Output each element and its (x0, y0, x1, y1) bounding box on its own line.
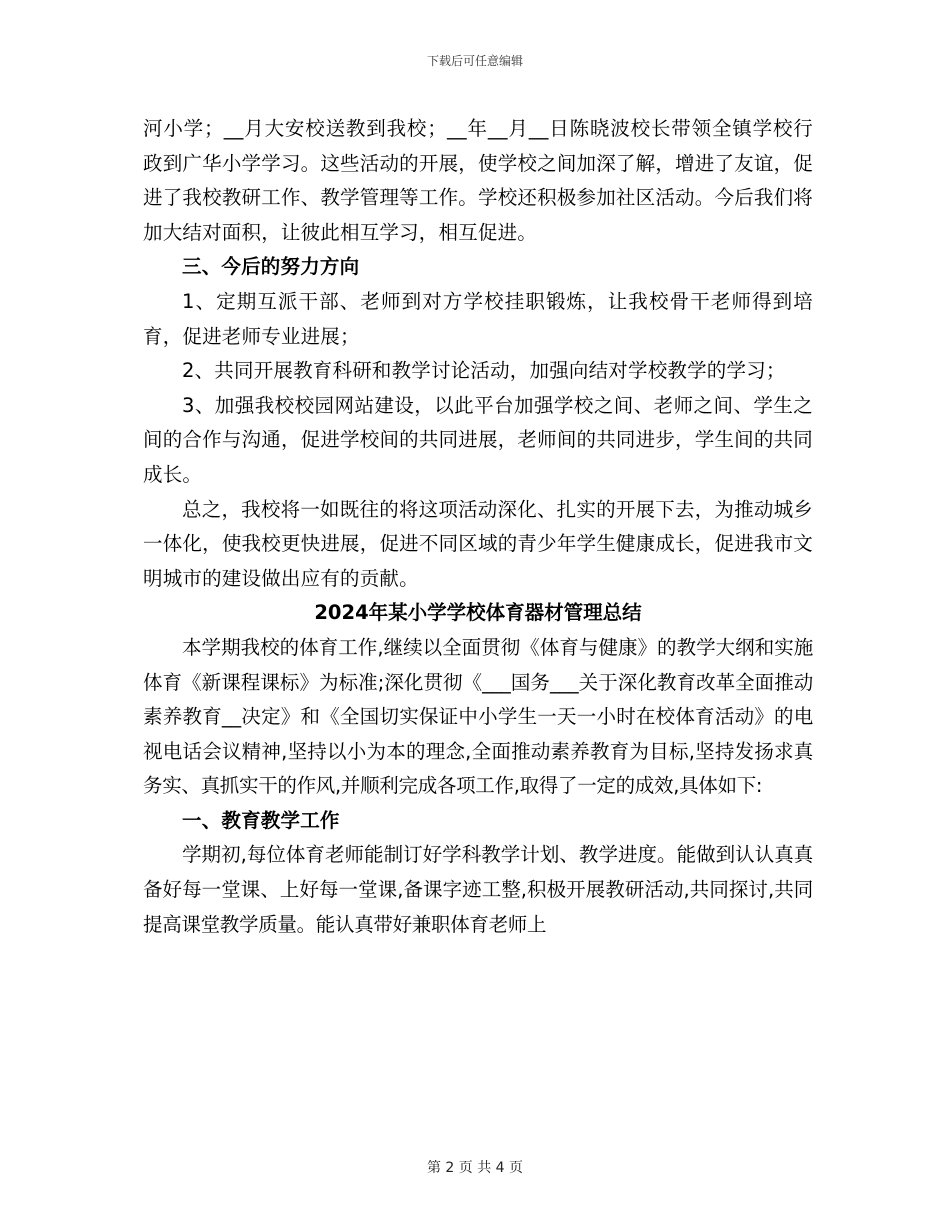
paragraph: 1、定期互派干部、老师到对方学校挂职锻炼，让我校骨干老师得到培育，促进老师专业进展； (143, 289, 813, 348)
paragraph: 本学期我校的体育工作,继续以全面贯彻《体育与健康》的教学大纲和实施体育《新课程课标》为标准;深化贯彻《___国务___关于深化教育改革全面推动素养教育__决定》和《全国切实保证中小学生一天一小时在校体育活动》的电视电话会议精神,坚持以小为本的理念,全面推动素养教育为目标,坚持发扬求真务实、真抓实干的作风,并顺利完成各项工作,取得了一定的成效,具体如下: (143, 635, 813, 798)
section-heading: 三、今后的努力方向 (182, 255, 360, 279)
page-header: 下载后可任意编辑 (426, 54, 523, 68)
document-body (143, 112, 813, 942)
paragraph: 学期初,每位体育老师能制订好学科教学计划、教学进度。能做到认认真真备好每一堂课、上好每一堂课,备课字迹工整,积极开展教研活动,共同探讨,共同提高课堂教学质量。能认真带好兼职体育老师上 (143, 843, 813, 936)
page-footer: 第 2 页 共 4 页 (426, 1160, 524, 1176)
paragraph: 3、加强我校校园网站建设，以此平台加强学校之间、老师之间、学生之间的合作与沟通，促进学校间的共同进展，老师间的共同进步，学生间的共同成长。 (143, 393, 813, 486)
document-title: 2024年某小学学校体育器材管理总结 (314, 601, 642, 625)
section-heading: 一、教育教学工作 (182, 808, 340, 832)
paragraph: 河小学；__月大安校送教到我校；__年__月__日陈晓波校长带领全镇学校行政到广华小学学习。这些活动的开展，使学校之间加深了解，增进了友谊，促进了我校教研工作、教学管理等工作。学校还积极参加社区活动。今后我们将加大结对面积，让彼此相互学习，相互促进。 (143, 117, 813, 244)
paragraph: 总之，我校将一如既往的将这项活动深化、扎实的开展下去，为推动城乡一体化，使我校更快进展，促进不同区域的青少年学生健康成长，促进我市文明城市的建设做出应有的贡献。 (143, 497, 813, 590)
paragraph: 2、共同开展教育科研和教学讨论活动，加强向结对学校教学的学习； (182, 359, 786, 383)
